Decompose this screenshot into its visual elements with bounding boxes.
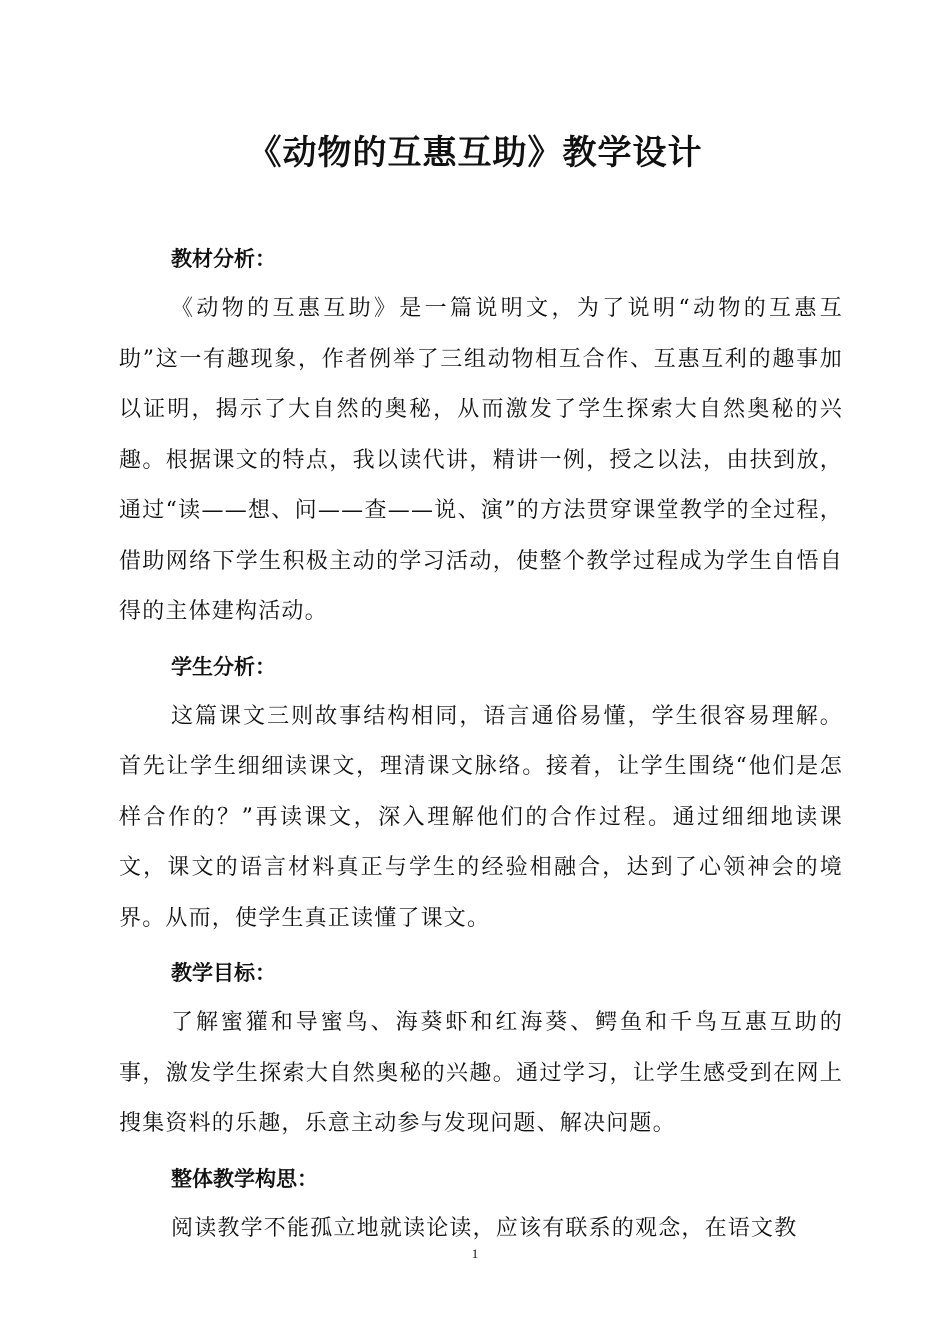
section-heading: 教学目标： — [171, 961, 276, 985]
section-material-analysis — [119, 234, 843, 638]
document-title: 《动物的互惠互助》教学设计 — [247, 133, 703, 173]
section-student-analysis — [119, 642, 843, 945]
section-heading: 整体教学构思： — [171, 1166, 318, 1191]
section-paragraph: 了解蜜獾和导蜜鸟、海葵虾和红海葵、鳄鱼和千鸟互惠互助的事，激发学生探索大自然奥秘的兴趣。通过学习，让学生感受到在网上搜集资料的乐趣，乐意主动参与发现问题、解决问题。 — [119, 1010, 843, 1136]
section-heading: 教材分析： — [171, 247, 276, 271]
section-paragraph: 阅读教学不能孤立地就读论读，应该有联系的观念，在语文教 — [171, 1215, 798, 1241]
document-body — [119, 234, 843, 1258]
section-overall-design — [119, 1154, 843, 1255]
section-paragraph: 这篇课文三则故事结构相同，语言通俗易懂，学生很容易理解。首先让学生细细读课文，理清课文脉络。接着，让学生围绕“他们是怎样合作的？”再读课文，深入理解他们的合作过程。通过细细地读课文，课文的语言材料真正与学生的经验相融合，达到了心领神会的境界。从而，使学生真正读懂了课文。 — [119, 703, 843, 931]
section-teaching-goals — [119, 948, 843, 1150]
section-paragraph: 《动物的互惠互助》是一篇说明文，为了说明“动物的互惠互助”这一有趣现象，作者例举了三组动物相互合作、互惠互利的趣事加以证明，揭示了大自然的奥秘，从而激发了学生探索大自然奥秘的兴趣。根据课文的特点，我以读代讲，精讲一例，授之以法，由扶到放，通过“读——想、问——查——说、演”的方法贯穿课堂教学的全过程，借助网络下学生积极主动的学习活动，使整个教学过程成为学生自悟自得的主体建构活动。 — [119, 296, 843, 624]
page-number: 1 — [471, 1246, 479, 1261]
section-heading: 学生分析： — [171, 654, 276, 679]
